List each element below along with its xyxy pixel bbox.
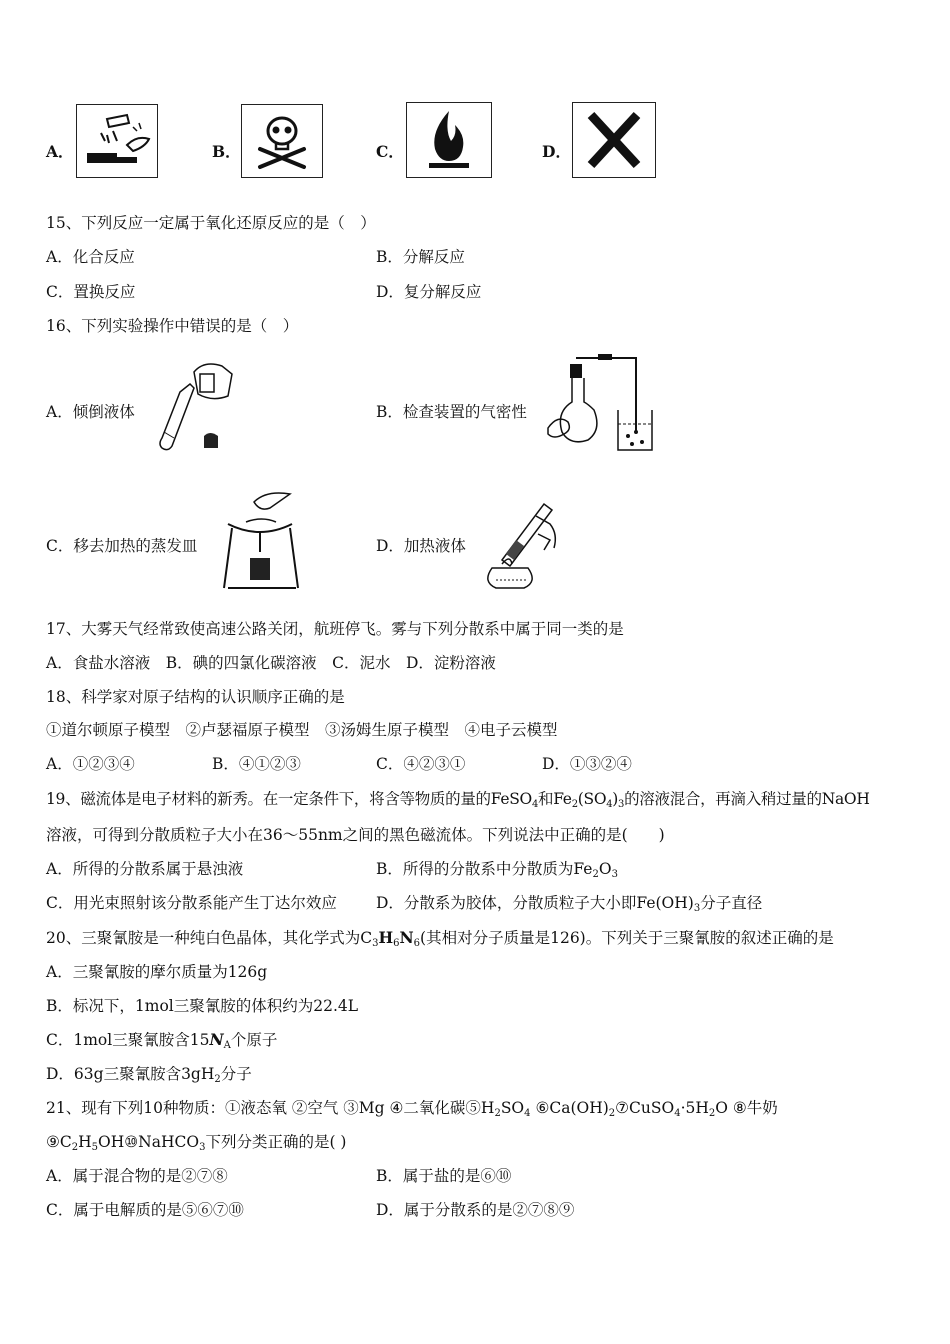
evaporating-dish-illustration (220, 488, 304, 594)
q18-option-a: A．①②③④ (46, 755, 135, 773)
airtightness-check-illustration (544, 350, 662, 460)
q20-stem: 20、三聚氰胺是一种纯白色晶体，其化学式为$C_3H_6N_6$(其相对分子质量是126)。下列关于三聚氰胺的叙述正确的是 (46, 928, 834, 949)
q15-option-b: B．分解反应 (376, 248, 465, 266)
flammable-icon (406, 102, 492, 178)
q21-stem-line1: 21、现有下列10种物质：①液态氧 ②空气 ③Mg ④二氧化碳$⑤H_2SO_4$ $⑥Ca(OH)_2⑦CuSO_4\cdot 5H_2O$ ⑧牛奶 (46, 1099, 778, 1119)
q19-stem-line1: 19、磁流体是电子材料的新秀。在一定条件下，将含等物质的量的FeSO$_4$和$Fe_2(SO_4)_3$的溶液混合，再滴入稍过量的NaOH (46, 790, 870, 810)
q14-option-d: D． (542, 142, 571, 161)
q19-option-b: B．所得的分散系中分散质为$Fe_2O_3$ (376, 860, 618, 880)
q14-option-c: C． (376, 142, 404, 161)
q16-option-b: B．检查装置的气密性 (376, 403, 527, 421)
q18-models: ①道尔顿原子模型 ②卢瑟福原子模型 ③汤姆生原子模型 ④电子云模型 (46, 721, 558, 739)
q20-option-c: C．1mol三聚氰胺含$15N_A$个原子 (46, 1030, 278, 1051)
toxic-skull-icon (241, 104, 323, 178)
q15-stem: 15、下列反应一定属于氧化还原反应的是（ ） (46, 214, 376, 232)
harmful-x-icon (572, 102, 656, 178)
heating-liquid-illustration (472, 494, 568, 594)
q16-option-a: A．倾倒液体 (46, 403, 135, 421)
q19-stem-line2: 溶液，可得到分散质粒子大小在36～55nm之间的黑色磁流体。下列说法中正确的是( ) (46, 826, 665, 844)
q20-option-d: D．63g三聚氰胺含$3gH_2$分子 (46, 1065, 252, 1085)
q20-option-a: A．三聚氰胺的摩尔质量为126g (46, 963, 268, 981)
q18-stem: 18、科学家对原子结构的认识顺序正确的是 (46, 688, 345, 706)
q16-stem: 16、下列实验操作中错误的是（ ） (46, 317, 299, 335)
q20-option-b: B．标况下，1mol三聚氰胺的体积约为22.4L (46, 997, 359, 1015)
q21-option-d: D．属于分散系的是②⑦⑧⑨ (376, 1201, 575, 1219)
q16-option-d: D．加热液体 (376, 537, 466, 555)
q18-option-d: D．①③②④ (542, 755, 632, 773)
q18-option-b: B．④①②③ (212, 755, 301, 773)
q15-option-a: A．化合反应 (46, 248, 135, 266)
q21-option-b: B．属于盐的是⑥⑩ (376, 1167, 512, 1185)
q21-stem-line2: $⑨C_2H_5OH⑩NaHCO_3$下列分类正确的是( ) (46, 1133, 347, 1153)
q17-options: A．食盐水溶液 B．碘的四氯化碳溶液 C．泥水 D．淀粉溶液 (46, 654, 496, 672)
q21-option-a: A．属于混合物的是②⑦⑧ (46, 1167, 228, 1185)
q15-option-d: D．复分解反应 (376, 283, 482, 301)
q14-option-b: B． (212, 142, 241, 161)
q18-option-c: C．④②③① (376, 755, 466, 773)
pouring-liquid-illustration (150, 352, 242, 456)
q17-stem: 17、大雾天气经常致使高速公路关闭，航班停飞。雾与下列分散系中属于同一类的是 (46, 620, 624, 638)
q21-option-c: C．属于电解质的是⑤⑥⑦⑩ (46, 1201, 244, 1219)
q19-option-d: D．分散系为胶体，分散质粒子大小即$Fe(OH)_3$分子直径 (376, 894, 763, 914)
q15-option-c: C．置换反应 (46, 283, 136, 301)
q14-option-a: A． (46, 142, 74, 161)
corrosive-icon (76, 104, 158, 178)
q19-option-c: C．用光束照射该分散系能产生丁达尔效应 (46, 894, 337, 912)
q19-option-a: A．所得的分散系属于悬浊液 (46, 860, 244, 878)
q16-option-c: C．移去加热的蒸发皿 (46, 537, 198, 555)
